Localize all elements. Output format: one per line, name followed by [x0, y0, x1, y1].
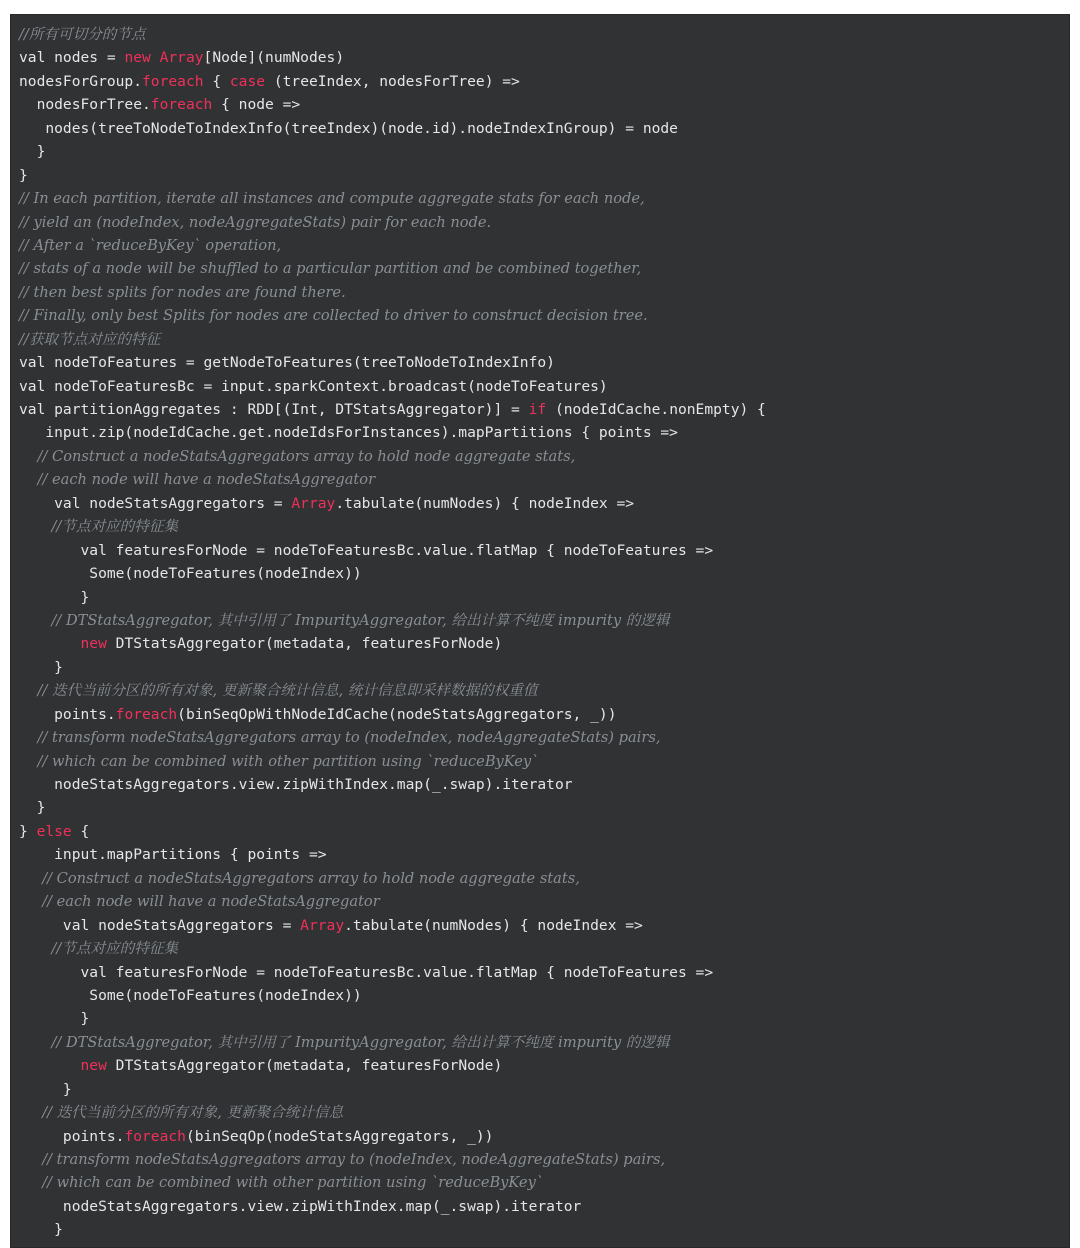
code-line	[19, 820, 1069, 843]
code-keyword: Array	[159, 49, 204, 67]
code-text: .tabulate(numNodes) { nodeIndex =>	[344, 916, 643, 934]
code-text: { node =>	[212, 96, 301, 114]
code-line	[19, 140, 1069, 163]
code-line	[19, 234, 1069, 257]
code-comment: // In each partition, iterate all instances and compute aggregate stats for each node,	[19, 190, 645, 208]
code-line	[19, 703, 1069, 726]
code-line	[19, 164, 1069, 187]
code-line	[19, 1195, 1069, 1218]
code-text: nodesForTree.	[19, 96, 151, 114]
code-text: nodeStatsAggregators.view.zipWithIndex.map(_.swap).iterator	[19, 776, 573, 793]
code-text: val nodes =	[19, 49, 125, 67]
code-line	[19, 211, 1069, 234]
code-text: {	[71, 822, 90, 840]
code-text: Some(nodeToFeatures(nodeIndex))	[19, 565, 362, 583]
code-text: }	[19, 1010, 90, 1028]
code-text: Some(nodeToFeatures(nodeIndex))	[19, 986, 362, 1004]
code-line	[19, 632, 1069, 655]
code-line	[19, 1031, 1069, 1054]
code-keyword: foreach	[150, 96, 213, 114]
code-line	[19, 984, 1069, 1007]
code-keyword: Array	[291, 494, 336, 512]
code-text: val featuresForNode = nodeToFeaturesBc.value.flatMap { nodeToFeatures =>	[19, 541, 714, 559]
code-text: val nodeStatsAggregators =	[19, 494, 292, 512]
code-comment: // which can be combined with other partition using `reduceByKey`	[19, 752, 539, 770]
code-line	[19, 562, 1069, 585]
code-comment: // Construct a nodeStatsAggregators array to hold node aggregate stats,	[19, 447, 576, 465]
code-keyword: foreach	[142, 72, 204, 90]
code-comment: //节点对应的特征集	[19, 940, 179, 958]
code-text: val featuresForNode = nodeToFeaturesBc.value.flatMap { nodeToFeatures =>	[19, 963, 714, 981]
code-line	[19, 46, 1069, 69]
code-line	[19, 304, 1069, 327]
code-line	[19, 1218, 1069, 1241]
code-text: nodeStatsAggregators.view.zipWithIndex.map(_.swap).iterator	[19, 1197, 582, 1215]
code-text: DTStatsAggregator(metadata, featuresForNode)	[106, 635, 503, 653]
code-line	[19, 843, 1069, 866]
code-line	[19, 890, 1069, 913]
code-line	[19, 1101, 1069, 1124]
code-comment: // Finally, only best Splits for nodes are collected to driver to construct decision tree.	[19, 307, 648, 325]
code-text: }	[19, 822, 37, 840]
code-block[interactable]	[19, 23, 1069, 1242]
code-editor-panel	[10, 14, 1070, 1248]
code-keyword: Array	[300, 916, 345, 934]
code-text: [Node](numNodes)	[203, 49, 345, 67]
code-keyword: new	[80, 1057, 107, 1075]
code-comment: // then best splits for nodes are found there.	[19, 283, 346, 301]
code-comment: // yield an (nodeIndex, nodeAggregateStats) pair for each node.	[19, 213, 492, 231]
code-comment: //节点对应的特征集	[19, 518, 179, 536]
code-text: (binSeqOp(nodeStatsAggregators, _))	[185, 1127, 494, 1145]
code-text	[19, 635, 81, 652]
code-text: input.mapPartitions { points =>	[19, 846, 327, 864]
code-line	[19, 351, 1069, 374]
code-text: val nodeToFeatures = getNodeToFeatures(treeToNodeToIndexInfo)	[19, 354, 555, 372]
code-line	[19, 1054, 1069, 1077]
code-line	[19, 187, 1069, 210]
code-text: (binSeqOpWithNodeIdCache(nodeStatsAggregators, _))	[177, 705, 617, 723]
code-text	[151, 49, 160, 66]
code-text: (treeIndex, nodesForTree) =>	[265, 72, 520, 90]
code-text: points.	[19, 705, 116, 723]
code-comment: // stats of a node will be shuffled to a particular partition and be combined together,	[19, 260, 642, 278]
code-line	[19, 398, 1069, 421]
code-text: val nodeStatsAggregators =	[19, 916, 301, 934]
code-text: }	[19, 658, 63, 676]
code-text: }	[19, 1221, 63, 1239]
code-line	[19, 281, 1069, 304]
code-line	[19, 937, 1069, 960]
code-line	[19, 750, 1069, 773]
code-text: DTStatsAggregator(metadata, featuresForNode)	[106, 1057, 503, 1075]
code-line	[19, 679, 1069, 702]
code-line	[19, 867, 1069, 890]
code-line	[19, 1078, 1069, 1101]
code-line	[19, 586, 1069, 609]
code-text: }	[19, 166, 28, 184]
code-keyword: foreach	[124, 1127, 186, 1145]
code-line	[19, 93, 1069, 116]
code-line	[19, 515, 1069, 538]
code-line	[19, 117, 1069, 140]
code-comment: // 迭代当前分区的所有对象, 更新聚合统计信息, 统计信息即采样数据的权重值	[19, 682, 538, 700]
code-keyword: foreach	[115, 705, 178, 723]
code-line	[19, 468, 1069, 491]
code-comment: // After a `reduceByKey` operation,	[19, 236, 282, 254]
code-text: nodesForGroup.	[19, 72, 143, 90]
code-line	[19, 328, 1069, 351]
code-line	[19, 726, 1069, 749]
code-keyword: if	[528, 401, 547, 418]
code-comment: //获取节点对应的特征	[19, 330, 161, 348]
code-line	[19, 1171, 1069, 1194]
code-line	[19, 796, 1069, 819]
code-text: }	[19, 588, 90, 606]
code-line	[19, 492, 1069, 515]
code-comment: // 迭代当前分区的所有对象, 更新聚合统计信息	[19, 1104, 344, 1122]
code-line	[19, 961, 1069, 984]
code-keyword: new	[80, 635, 107, 653]
code-comment: // each node will have a nodeStatsAggregator	[19, 893, 380, 911]
code-line	[19, 1148, 1069, 1171]
code-comment: // each node will have a nodeStatsAggregator	[19, 471, 376, 489]
code-line	[19, 445, 1069, 468]
code-comment: // DTStatsAggregator, 其中引用了 ImpurityAggregator, 给出计算不纯度 impurity 的逻辑	[19, 611, 670, 629]
code-line	[19, 609, 1069, 632]
code-comment: // transform nodeStatsAggregators array to (nodeIndex, nodeAggregateStats) pairs,	[19, 1151, 666, 1168]
code-keyword: case	[229, 72, 266, 90]
code-line	[19, 421, 1069, 444]
code-line	[19, 70, 1069, 93]
code-text: (nodeIdCache.nonEmpty) {	[546, 401, 766, 418]
code-text: val partitionAggregates : RDD[(Int, DTStatsAggregator)] =	[19, 401, 529, 418]
code-comment: // transform nodeStatsAggregators array to (nodeIndex, nodeAggregateStats) pairs,	[19, 729, 661, 747]
code-keyword: new	[124, 49, 151, 67]
code-text: {	[203, 72, 230, 90]
code-text: nodes(treeToNodeToIndexInfo(treeIndex)(node.id).nodeIndexInGroup) = node	[19, 119, 678, 137]
code-comment: // DTStatsAggregator, 其中引用了 ImpurityAggregator, 给出计算不纯度 impurity 的逻辑	[19, 1033, 670, 1051]
code-line	[19, 375, 1069, 398]
code-comment: //所有可切分的节点	[19, 26, 146, 43]
code-line	[19, 656, 1069, 679]
code-comment: // Construct a nodeStatsAggregators array to hold node aggregate stats,	[19, 869, 580, 887]
code-text: input.zip(nodeIdCache.get.nodeIdsForInstances).mapPartitions { points =>	[19, 424, 678, 442]
code-line	[19, 773, 1069, 796]
code-text: val nodeToFeaturesBc = input.sparkContext.broadcast(nodeToFeatures)	[19, 377, 608, 395]
code-text: .tabulate(numNodes) { nodeIndex =>	[335, 494, 635, 512]
code-line	[19, 1125, 1069, 1148]
code-text: points.	[19, 1127, 125, 1145]
code-comment: // which can be combined with other partition using `reduceByKey`	[19, 1174, 544, 1192]
code-text	[19, 1057, 81, 1074]
code-keyword: else	[36, 822, 72, 840]
code-line	[19, 1007, 1069, 1030]
code-line	[19, 257, 1069, 280]
code-line	[19, 914, 1069, 937]
code-text: }	[19, 143, 46, 161]
code-line	[19, 23, 1069, 46]
code-text: }	[19, 1080, 72, 1098]
code-line	[19, 539, 1069, 562]
code-text: }	[19, 799, 46, 817]
